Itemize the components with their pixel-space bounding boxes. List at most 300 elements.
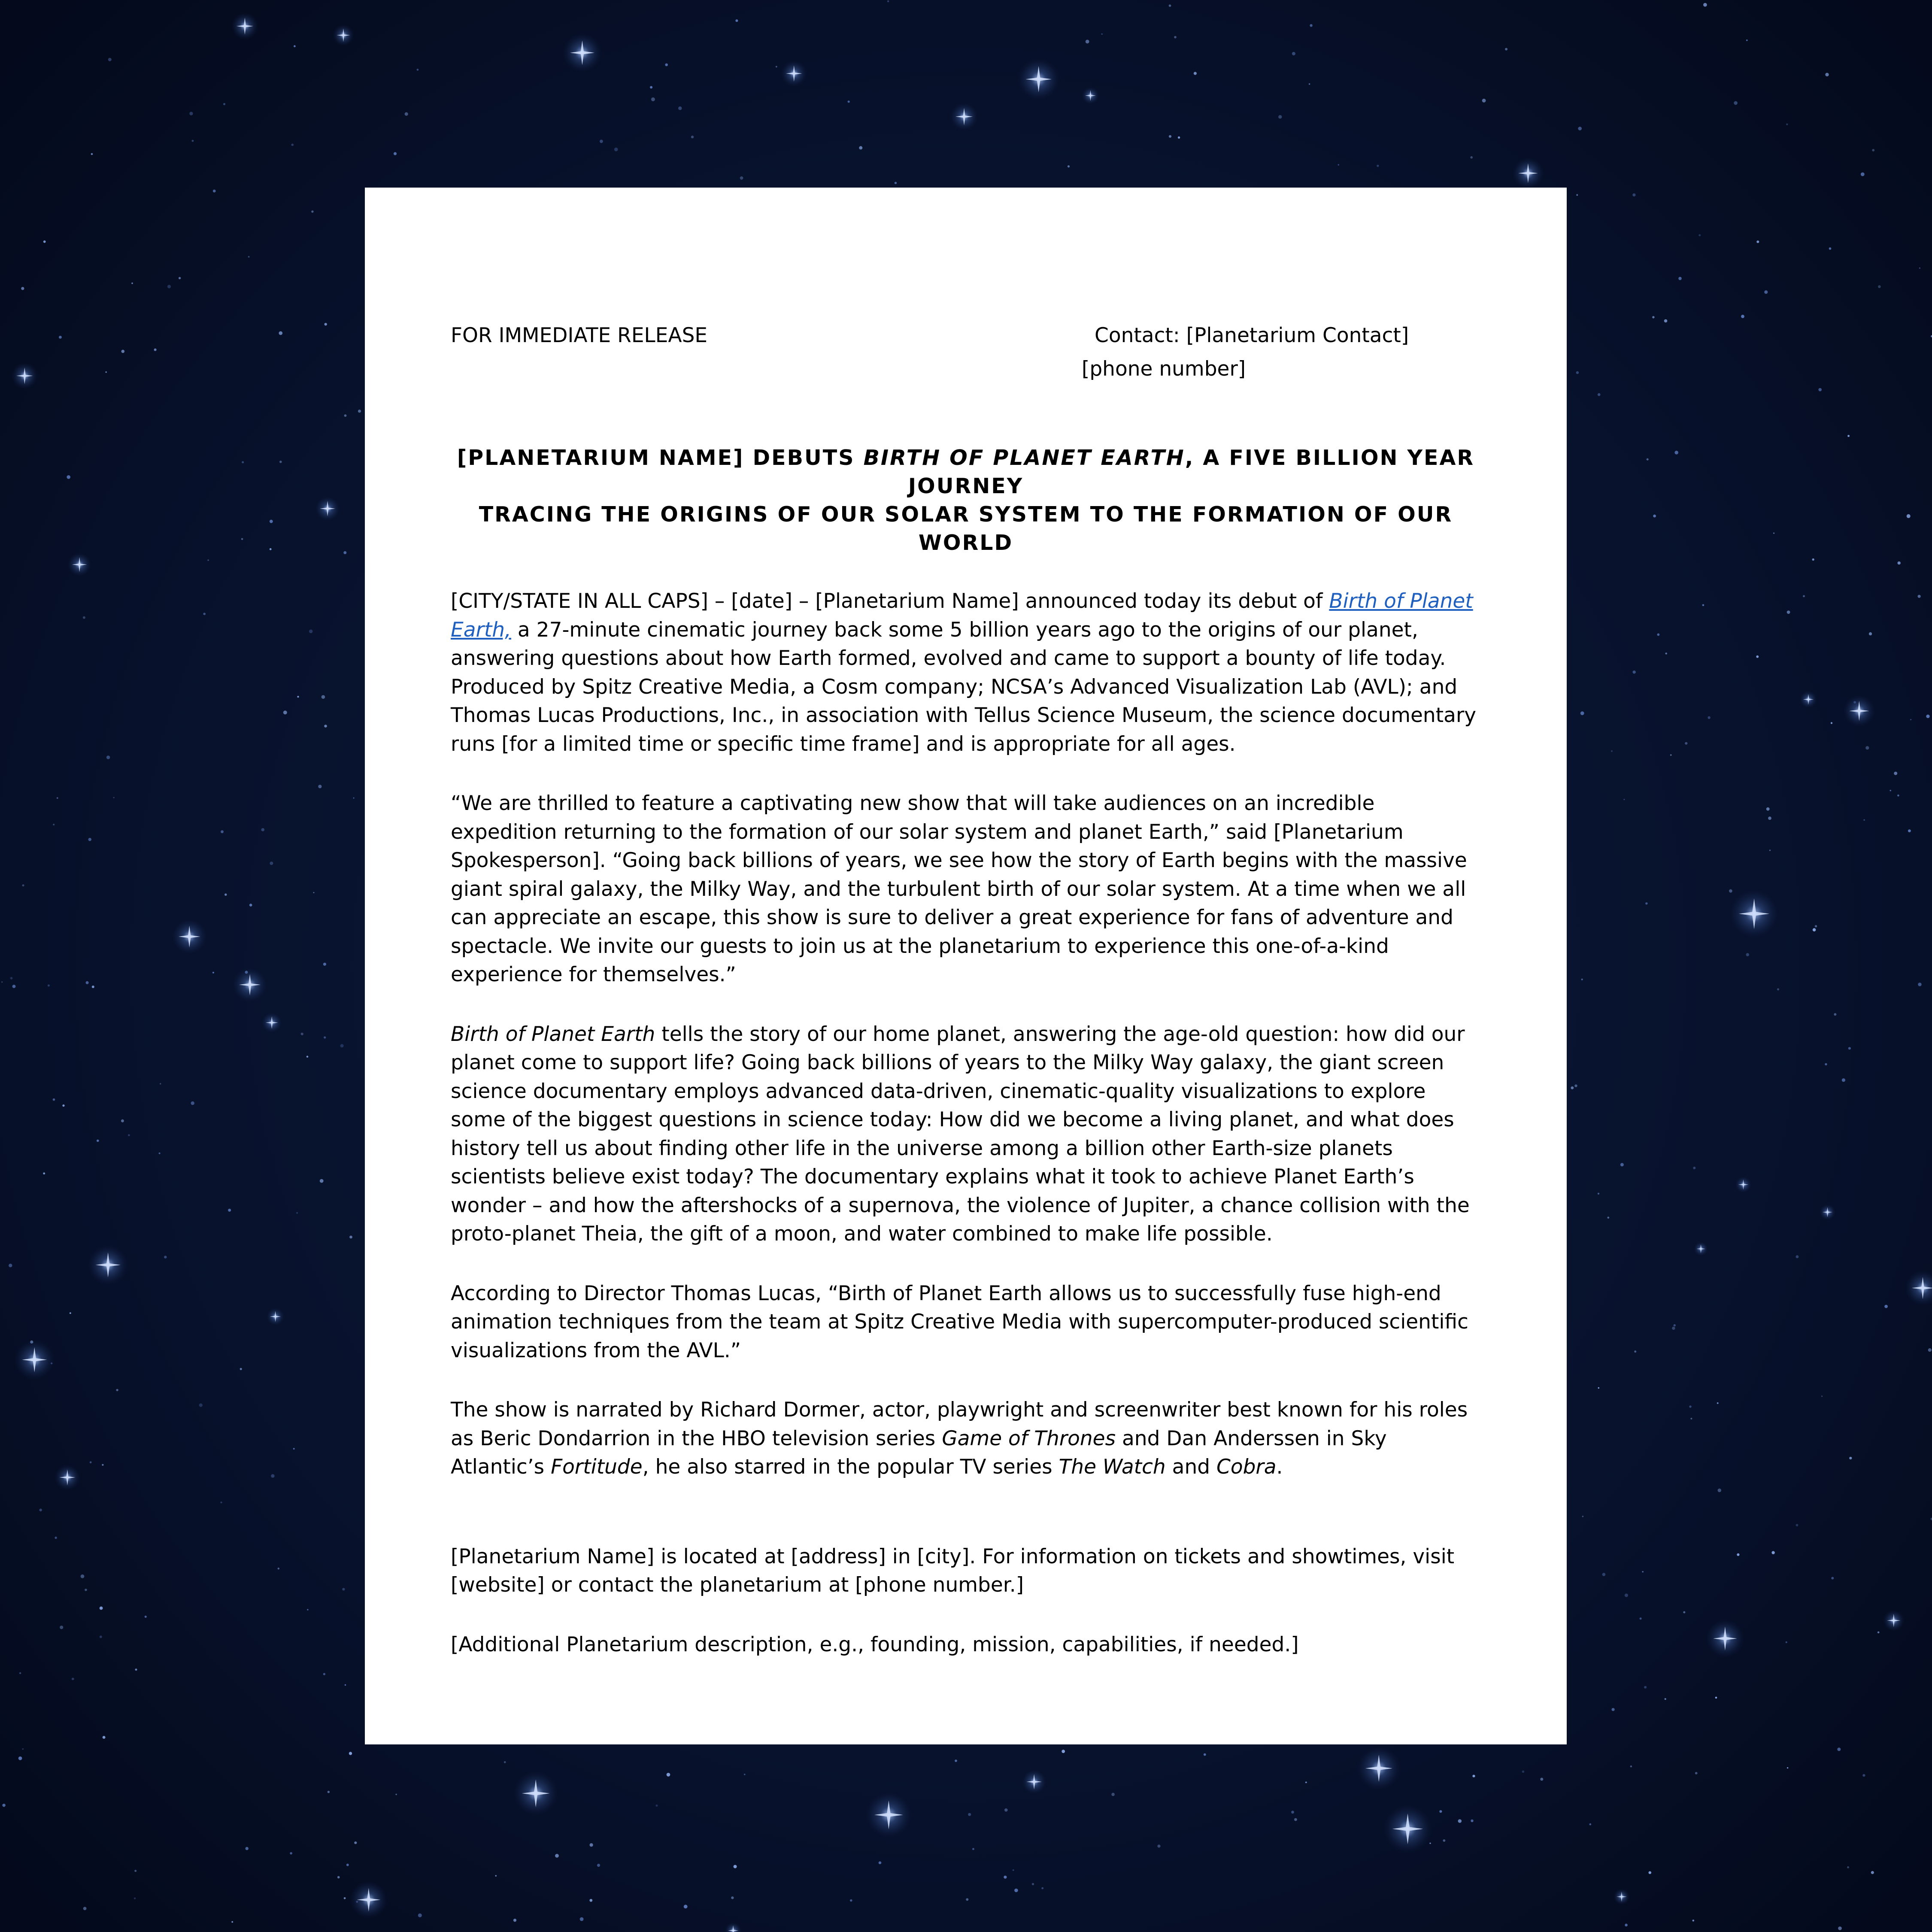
star-dot — [1174, 36, 1177, 39]
star-dot — [134, 1898, 136, 1899]
star-dot — [59, 336, 62, 339]
star-dot — [108, 58, 112, 61]
star-dot — [248, 256, 250, 258]
star-dot — [1670, 754, 1672, 756]
star-dot — [1620, 1163, 1624, 1166]
star-dot — [270, 861, 273, 865]
star-dot — [597, 1864, 600, 1867]
star-dot — [1825, 73, 1829, 76]
sparkle-star — [513, 1771, 558, 1816]
star-dot — [859, 146, 862, 149]
star-dot — [48, 985, 50, 987]
star-dot — [1698, 234, 1701, 237]
star-dot — [128, 1134, 130, 1136]
star-dot — [740, 176, 743, 180]
star-dot — [1848, 1047, 1851, 1049]
star-dot — [1689, 1405, 1691, 1407]
star-dot — [1062, 1750, 1065, 1753]
sparkle-star — [1383, 1805, 1432, 1854]
star-dot — [667, 1773, 670, 1777]
star-dot — [1439, 1810, 1442, 1813]
star-dot — [43, 240, 46, 243]
star-dot — [293, 1448, 295, 1450]
star-dot — [90, 1461, 92, 1463]
star-dot — [121, 1119, 124, 1122]
star-dot — [1458, 1819, 1462, 1823]
star-dot — [1756, 655, 1759, 658]
sparkle-star — [233, 968, 267, 1002]
star-dot — [495, 1875, 497, 1876]
star-dot — [1863, 819, 1865, 821]
narrator-text-b: and Dan Anderssen in Sky Atlantic’s — [451, 1426, 1387, 1479]
star-dot — [1683, 1611, 1685, 1614]
star-dot — [1847, 435, 1850, 437]
star-dot — [344, 1897, 346, 1899]
star-dot — [213, 190, 216, 193]
star-dot — [67, 475, 70, 479]
star-dot — [131, 282, 133, 284]
star-dot — [43, 1172, 45, 1174]
star-dot — [1589, 1823, 1592, 1826]
star-dot — [81, 1574, 85, 1578]
star-dot — [320, 1179, 324, 1183]
star-dot — [1746, 953, 1749, 956]
star-dot — [1695, 1772, 1698, 1774]
paragraph-director: According to Director Thomas Lucas, “Birth of Planet Earth allows us to successfully fuse high-end animation techniques from the team at Spitz Creative Media with supercomputer-produced scientific visualizations from the AVL.” — [451, 1281, 1468, 1362]
headline-text-a: [PLANETARIUM NAME] DEBUTS — [457, 446, 864, 470]
star-dot — [212, 972, 214, 974]
star-dot — [850, 1899, 852, 1902]
star-dot — [691, 136, 694, 138]
star-dot — [1607, 1216, 1610, 1219]
star-dot — [1004, 1808, 1008, 1812]
sparkle-star — [1843, 695, 1875, 727]
series-fortitude: Fortitude — [551, 1455, 643, 1479]
release-header — [451, 321, 1481, 403]
star-dot — [955, 1759, 957, 1762]
star-dot — [121, 350, 125, 353]
star-dot — [261, 828, 265, 831]
star-dot — [1693, 1167, 1695, 1169]
star-dot — [735, 19, 738, 22]
star-dot — [1086, 40, 1089, 44]
star-dot — [12, 985, 16, 988]
star-dot — [242, 461, 244, 463]
star-dot — [1581, 979, 1583, 980]
star-dot — [1787, 1767, 1788, 1768]
star-dot — [83, 616, 85, 619]
sparkle-star — [231, 12, 258, 39]
star-dot — [86, 981, 89, 984]
star-dot — [1582, 1516, 1583, 1517]
star-dot — [167, 285, 171, 288]
star-dot — [1598, 393, 1601, 396]
star-dot — [21, 287, 24, 290]
sparkle-star — [866, 1792, 912, 1838]
star-dot — [513, 1919, 516, 1922]
star-dot — [1838, 1926, 1842, 1930]
star-dot — [1918, 595, 1921, 598]
sparkle-star — [1735, 1177, 1751, 1193]
star-dot — [590, 1843, 593, 1847]
star-dot — [271, 1474, 274, 1477]
star-dot — [1194, 72, 1197, 75]
star-dot — [1773, 533, 1774, 534]
narrator-text-d: and — [1165, 1455, 1217, 1479]
star-dot — [1718, 1489, 1721, 1492]
star-dot — [1702, 604, 1705, 607]
star-dot — [1647, 458, 1649, 461]
star-dot — [313, 892, 315, 893]
star-dot — [1305, 1782, 1307, 1783]
contact-phone: [phone number] — [1082, 357, 1246, 381]
star-dot — [1926, 715, 1929, 718]
star-dot — [665, 64, 668, 67]
star-dot — [18, 1756, 22, 1760]
star-dot — [1872, 149, 1874, 152]
star-dot — [1642, 1571, 1644, 1572]
star-dot — [294, 45, 296, 47]
star-dot — [189, 112, 193, 115]
star-dot — [1, 981, 3, 983]
star-dot — [179, 277, 181, 279]
star-dot — [1829, 247, 1832, 250]
star-dot — [270, 548, 272, 550]
star-dot — [102, 1464, 103, 1466]
star-dot — [1734, 101, 1738, 105]
sparkle-star — [1512, 158, 1544, 189]
star-dot — [9, 1264, 12, 1267]
star-dot — [394, 152, 397, 155]
star-dot — [296, 1212, 298, 1214]
blank-line — [451, 1513, 1481, 1543]
star-dot — [53, 824, 55, 825]
star-dot — [10, 977, 13, 980]
star-dot — [103, 1736, 106, 1739]
star-dot — [1377, 165, 1379, 167]
star-dot — [1803, 595, 1805, 597]
star-dot — [22, 884, 24, 886]
star-dot — [1041, 1887, 1043, 1890]
star-dot — [1574, 1084, 1577, 1087]
sparkle-star — [172, 919, 207, 954]
star-dot — [1894, 772, 1897, 775]
star-dot — [1910, 719, 1911, 720]
paragraph-intro — [451, 587, 1481, 758]
star-dot — [395, 1794, 397, 1795]
sparkle-star — [68, 553, 91, 576]
star-dot — [1672, 1327, 1675, 1330]
star-dot — [1831, 1577, 1834, 1580]
show-title-link[interactable]: Birth of Planet Earth, — [451, 589, 1473, 642]
headline-text-b: , A FIVE BILLION YEAR JOURNEY — [908, 446, 1475, 498]
star-dot — [1505, 48, 1507, 51]
star-dot — [1612, 1708, 1615, 1711]
star-dot — [1625, 1924, 1628, 1927]
star-dot — [323, 963, 326, 966]
star-dot — [344, 414, 347, 417]
star-dot — [1101, 33, 1103, 35]
paragraph-additional: [Additional Planetarium description, e.g., founding, mission, capabilities, if needed.] — [451, 1632, 1299, 1656]
star-dot — [160, 1083, 161, 1084]
paragraph-story — [451, 1020, 1481, 1249]
sparkle-star — [1883, 1610, 1905, 1631]
star-dot — [340, 1044, 344, 1047]
star-dot — [1877, 1632, 1880, 1634]
star-dot — [343, 551, 346, 554]
star-dot — [1157, 1844, 1160, 1847]
star-dot — [1831, 722, 1832, 724]
star-dot — [342, 1588, 345, 1590]
sparkle-star — [55, 1465, 80, 1490]
star-dot — [311, 210, 313, 212]
star-dot — [70, 1312, 71, 1314]
star-dot — [100, 1607, 103, 1610]
star-dot — [1871, 1871, 1874, 1874]
star-dot — [1633, 670, 1636, 673]
star-dot — [1310, 24, 1312, 27]
star-dot — [1471, 1820, 1473, 1822]
star-dot — [1580, 711, 1584, 715]
star-dot — [1769, 849, 1771, 851]
star-dot — [1649, 1871, 1652, 1874]
star-dot — [283, 710, 287, 714]
sparkle-star — [267, 1308, 284, 1325]
star-dot — [349, 1236, 352, 1239]
star-dot — [1908, 829, 1911, 832]
star-dot — [57, 797, 58, 799]
star-dot — [1837, 1747, 1841, 1751]
star-dot — [650, 86, 652, 88]
series-the-watch: The Watch — [1059, 1455, 1166, 1479]
star-dot — [1764, 290, 1768, 294]
star-dot — [199, 1404, 203, 1407]
star-dot — [1540, 1778, 1543, 1781]
star-dot — [734, 1865, 737, 1868]
star-dot — [318, 785, 321, 788]
star-dot — [1928, 1348, 1932, 1352]
star-dot — [246, 1847, 249, 1850]
star-dot — [1578, 127, 1582, 130]
star-dot — [1292, 52, 1295, 55]
star-dot — [291, 144, 294, 146]
sparkle-star — [315, 496, 340, 521]
star-dot — [1068, 165, 1070, 167]
star-dot — [1645, 902, 1647, 904]
star-dot — [1766, 807, 1770, 811]
star-dot — [88, 838, 91, 841]
star-dot — [1861, 173, 1865, 176]
star-dot — [113, 797, 115, 798]
star-dot — [1032, 1883, 1034, 1885]
star-dot — [1111, 1793, 1115, 1796]
star-dot — [106, 371, 107, 373]
star-dot — [192, 140, 194, 142]
sparkle-star — [1730, 889, 1779, 938]
sparkle-star — [1022, 1769, 1046, 1794]
star-dot — [1630, 1765, 1632, 1767]
star-dot — [337, 1876, 340, 1879]
star-dot — [1294, 1818, 1297, 1821]
star-dot — [309, 630, 313, 634]
star-dot — [405, 112, 408, 116]
star-dot — [279, 461, 282, 463]
star-dot — [1640, 1617, 1642, 1620]
star-dot — [1717, 1402, 1719, 1404]
star-dot — [1598, 1193, 1599, 1195]
star-dot — [1576, 194, 1578, 196]
star-dot — [1169, 4, 1171, 7]
press-release-page — [365, 188, 1567, 1744]
star-dot — [134, 1870, 136, 1872]
star-dot — [1737, 1553, 1739, 1556]
star-dot — [224, 894, 227, 896]
star-dot — [325, 323, 327, 325]
star-dot — [1865, 746, 1869, 749]
star-dot — [1625, 1594, 1628, 1597]
sparkle-star — [781, 61, 807, 86]
star-dot — [92, 986, 94, 988]
star-dot — [1842, 1078, 1845, 1082]
star-dot — [1869, 632, 1872, 635]
star-dot — [1623, 799, 1625, 800]
star-dot — [895, 182, 897, 184]
narrator-text-c: , he also starred in the popular TV series — [642, 1455, 1059, 1479]
star-dot — [323, 1673, 325, 1675]
star-dot — [972, 1848, 974, 1850]
sparkle-star — [262, 1013, 282, 1033]
star-dot — [1014, 1889, 1018, 1893]
star-dot — [241, 538, 243, 540]
star-dot — [1741, 315, 1744, 318]
star-dot — [1907, 514, 1911, 518]
star-dot — [1685, 742, 1687, 745]
sparkle-star — [1800, 691, 1817, 708]
star-dot — [1729, 889, 1732, 893]
star-dot — [345, 1684, 346, 1686]
sparkle-star — [1082, 87, 1099, 104]
star-dot — [1470, 156, 1473, 159]
star-dot — [207, 559, 209, 561]
sparkle-star — [88, 1245, 128, 1285]
star-dot — [1813, 928, 1816, 931]
sparkle-star — [1018, 58, 1060, 100]
star-dot — [1665, 1698, 1666, 1700]
star-dot — [353, 798, 355, 799]
star-dot — [328, 1791, 330, 1793]
star-dot — [887, 0, 889, 2]
star-dot — [1771, 1551, 1774, 1554]
star-dot — [278, 1568, 279, 1569]
star-dot — [1834, 1013, 1836, 1016]
star-dot — [1611, 750, 1613, 752]
star-dot — [651, 97, 655, 101]
sparkle-star — [1694, 1242, 1708, 1256]
star-dot — [154, 349, 157, 351]
star-dot — [1768, 816, 1771, 820]
star-dot — [555, 1854, 559, 1858]
star-dot — [1818, 388, 1822, 391]
star-dot — [1812, 558, 1814, 561]
star-dot — [614, 148, 618, 152]
star-dot — [1429, 1843, 1431, 1844]
star-dot — [228, 1209, 231, 1212]
star-dot — [1884, 1305, 1888, 1308]
star-dot — [1786, 124, 1788, 125]
sparkle-star — [12, 363, 38, 389]
star-dot — [1664, 319, 1668, 323]
star-dot — [1482, 99, 1486, 103]
star-dot — [1815, 925, 1817, 927]
star-dot — [1746, 39, 1748, 41]
star-dot — [22, 1748, 24, 1750]
star-dot — [321, 695, 325, 699]
star-dot — [100, 1635, 102, 1638]
star-dot — [1169, 135, 1171, 138]
star-dot — [1652, 316, 1654, 318]
star-dot — [354, 1841, 357, 1844]
star-dot — [1918, 983, 1921, 986]
story-text: tells the story of our home planet, answering the age-old question: how did our planet come to support life? Going back billions of years to the Milky Way galaxy, the giant screen science documentary employs advanced data-driven, cinematic-quality visualizations to explore some of the biggest questions in science today: How did we become a living planet, and what does history tell us about finding other life in the universe among a billion other Earth-size planets scientists believe exist today? The documentary explains what it took to achieve Planet Earth’s wonder – and how the aftershocks of a supernova, the violence of Jupiter, a chance collision with the proto-planet Theia, the gift of a moon, and water combined to make life possible. — [451, 1022, 1470, 1246]
star-dot — [879, 1861, 882, 1864]
star-dot — [1756, 240, 1759, 243]
star-dot — [1472, 1775, 1475, 1777]
star-dot — [848, 100, 850, 103]
star-dot — [203, 613, 206, 615]
sparkle-star — [1820, 1204, 1835, 1220]
star-dot — [191, 1101, 194, 1105]
star-dot — [731, 1896, 734, 1899]
star-dot — [62, 1104, 64, 1107]
star-dot — [1309, 83, 1310, 85]
story-show-title: Birth of Planet Earth — [451, 1022, 655, 1046]
intro-text-b: a 27-minute cinematic journey back some 5 billion years ago to the origins of our planet, answering questions about how Earth formed, evolved and came to support a bounty of life today. Produced by Spitz Creative Media, a Cosm company; NCSA’s Advanced Visualization Lab (AVL); and Thomas Lucas Productions, Inc., in association with Tellus Science Museum, the science documentary runs [for a limited time or specific time frame] and is appropriate for all ages. — [451, 618, 1477, 756]
narrator-text-a: The show is narrated by Richard Dormer, actor, playwright and screenwriter best known for his roles as Beric Dondarrion in the HBO television series — [451, 1398, 1468, 1450]
star-dot — [966, 1898, 968, 1901]
sparkle-star — [350, 1881, 388, 1919]
star-dot — [1674, 1324, 1676, 1326]
star-dot — [307, 1609, 308, 1611]
sparkle-star — [1706, 1620, 1744, 1658]
star-dot — [1204, 1753, 1206, 1756]
star-dot — [85, 1589, 87, 1591]
star-dot — [1278, 115, 1282, 118]
star-dot — [358, 409, 361, 412]
star-dot — [60, 1626, 63, 1629]
star-dot — [240, 1368, 242, 1370]
star-dot — [1291, 1811, 1294, 1814]
star-dot — [1821, 1395, 1823, 1397]
star-dot — [1919, 267, 1920, 269]
star-dot — [1598, 1387, 1599, 1389]
star-dot — [1665, 652, 1667, 654]
star-dot — [589, 1899, 592, 1902]
star-dot — [349, 1752, 352, 1755]
star-dot — [968, 1813, 971, 1816]
series-game-of-thrones: Game of Thrones — [942, 1426, 1116, 1450]
star-dot — [1890, 790, 1891, 791]
sparkle-star — [1614, 1889, 1630, 1905]
star-dot — [1443, 1839, 1446, 1842]
star-dot — [1787, 610, 1790, 614]
star-dot — [2, 1804, 5, 1807]
star-dot — [106, 755, 110, 759]
star-dot — [1338, 164, 1339, 165]
star-dot — [1777, 988, 1779, 990]
star-dot — [1825, 1063, 1827, 1065]
headline — [451, 444, 1481, 557]
star-dot — [1862, 1774, 1865, 1777]
